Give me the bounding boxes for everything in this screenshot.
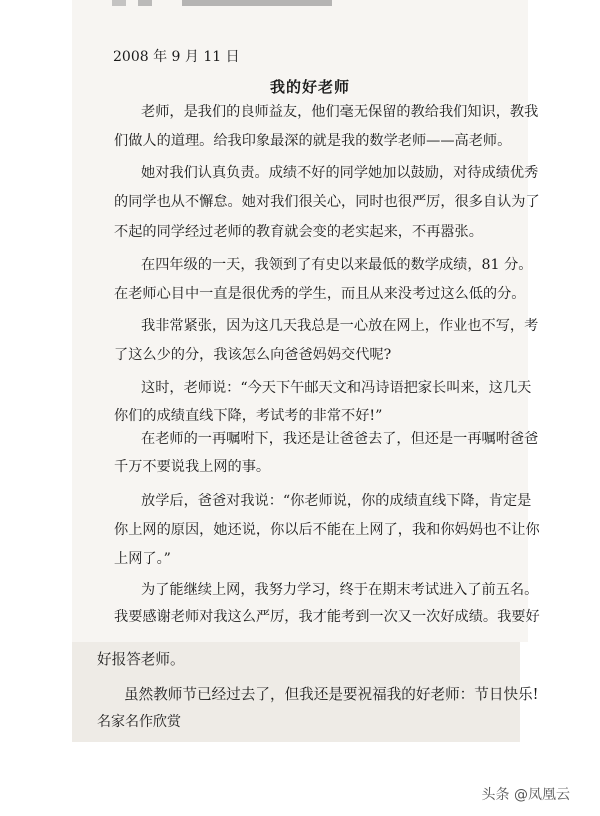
paragraph-line: 我非常紧张，因为这几天我总是一心放在网上，作业也不写，考 bbox=[141, 318, 539, 334]
paragraph-line: 在四年级的一天，我领到了有史以来最低的数学成绩，81 分。 bbox=[141, 257, 533, 273]
paragraph-line: 你上网的原因，她还说，你以后不能在上网了，我和你妈妈也不让你 bbox=[114, 522, 540, 538]
source-watermark: 头条 @凤凰云 bbox=[481, 787, 570, 803]
paragraph-line: 这时，老师说：“今天下午邮天文和冯诗语把家长叫来，这几天 bbox=[141, 380, 532, 396]
document-date: 2008 年 9 月 11 日 bbox=[113, 49, 240, 65]
paragraph-line: 为了能继续上网，我努力学习，终于在期末考试进入了前五名。 bbox=[141, 582, 539, 598]
paragraph-line: 在老师的一再嘱咐下，我还是让爸爸去了，但还是一再嘱咐爸爸 bbox=[141, 431, 539, 447]
paragraph-line: 虽然教师节已经过去了，但我还是要祝福我的好老师：节日快乐! bbox=[124, 686, 539, 703]
paragraph-line: 你们的成绩直线下降，考试考的非常不好!” bbox=[114, 408, 383, 424]
paragraph-line: 老师，是我们的良师益友，他们毫无保留的教给我们知识，教我 bbox=[141, 104, 539, 120]
paragraph-line: 我要感谢老师对我这么严厉，我才能考到一次又一次好成绩。我要好 bbox=[114, 609, 540, 625]
paragraph-line: 不起的同学经过老师的教育就会变的老实起来，不再嚣张。 bbox=[114, 224, 483, 240]
cropped-top-text bbox=[112, 0, 332, 6]
paragraph-line: 她对我们认真负责。成绩不好的同学她加以鼓励，对待成绩优秀 bbox=[141, 165, 539, 181]
paragraph-line: 千万不要说我上网的事。 bbox=[114, 459, 271, 475]
document-title: 我的好老师 bbox=[269, 78, 350, 96]
paragraph-line: 的同学也从不懈怠。她对我们很关心，同时也很严厉，很多自认为了 bbox=[114, 194, 540, 210]
paragraph-line: 在老师心目中一直是很优秀的学生，而且从来没考过这么低的分。 bbox=[114, 286, 526, 302]
paragraph-line: 上网了。” bbox=[114, 551, 171, 567]
paragraph-line: 了这么少的分，我该怎么向爸爸妈妈交代呢? bbox=[114, 347, 392, 363]
paragraph-line: 们做人的道理。给我印象最深的就是我的数学老师——高老师。 bbox=[114, 133, 512, 149]
paragraph-line: 好报答老师。 bbox=[97, 651, 185, 668]
document-footer: 名家名作欣赏 bbox=[97, 714, 181, 730]
paragraph-line: 放学后，爸爸对我说：“你老师说，你的成绩直线下降，肯定是 bbox=[141, 493, 532, 509]
